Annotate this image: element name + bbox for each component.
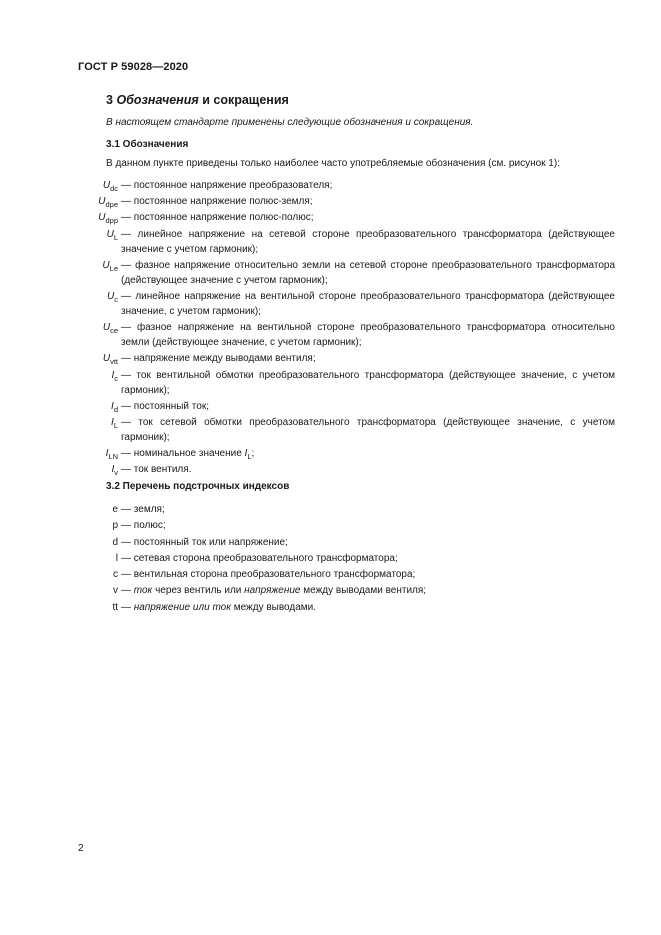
indices-list — [0, 502, 661, 616]
designation-subscript: vtt — [110, 357, 118, 367]
designation-symbol: $I_d$ — [111, 400, 118, 414]
index-symbol: e — [112, 504, 118, 515]
designation-subscript: dpp — [105, 216, 118, 226]
designation-subscript: d — [113, 404, 118, 414]
designation-subscript: c — [114, 294, 118, 304]
designation-subscript: c — [114, 373, 118, 383]
designation-subscript: ce — [110, 326, 118, 336]
index-definition: — постоянный ток или напряжение; — [121, 536, 288, 548]
designation-symbol: $I_c$ — [111, 369, 118, 383]
inline-symbol: I — [244, 448, 248, 460]
designation-item — [0, 194, 661, 209]
designation-definition: — линейное напряжение на вентильной стороне преобразовательного трансформатора (действующее значение, с учетом гармоник); — [121, 290, 615, 317]
index-item — [0, 583, 661, 598]
designation-definition: — постоянное напряжение полюс-полюс; — [121, 212, 314, 224]
designation-definition: — постоянное напряжение полюс-земля; — [121, 196, 313, 208]
italic-term: или — [192, 601, 210, 613]
designation-symbol: $I_v$ — [111, 464, 118, 478]
designations-list — [0, 178, 661, 477]
designation-item — [0, 227, 661, 257]
designation-item — [0, 258, 661, 288]
designation-subscript: Le — [109, 263, 118, 273]
designation-item — [0, 399, 661, 414]
designation-definition: — линейное напряжение на сетевой стороне преобразовательного трансформатора (действующее значение с учетом гармоник); — [121, 228, 615, 255]
section-intro: В настоящем стандарте применены следующие обозначения и сокращения. — [106, 117, 474, 128]
designation-symbol: $I_L$ — [111, 416, 118, 430]
section-number: 3 — [106, 93, 113, 107]
designation-definition: — напряжение между выводами вентиля; — [121, 353, 316, 365]
designation-definition: — ток сетевой обмотки преобразовательного трансформатора (действующее значение, с учетом гармоник); — [121, 416, 615, 443]
designation-definition: — постоянный ток; — [121, 400, 209, 412]
index-symbol: p — [112, 520, 118, 532]
designation-item — [0, 368, 661, 398]
designation-definition: — ток вентиля. — [121, 464, 192, 476]
designation-symbol: $U_L$ — [106, 228, 118, 242]
section-title-italic: Обозначения — [116, 93, 199, 107]
index-item — [0, 502, 661, 517]
designation-subscript: v — [114, 468, 118, 478]
index-symbol: d — [112, 536, 118, 548]
designation-item — [0, 462, 661, 477]
index-definition: — вентильная сторона преобразовательного трансформатора; — [121, 569, 416, 581]
designation-item — [0, 289, 661, 319]
designation-item — [0, 415, 661, 445]
index-item — [0, 535, 661, 550]
index-definition: — напряжение или ток между выводами. — [121, 601, 317, 613]
designation-item — [0, 210, 661, 225]
italic-term: напряжение — [133, 601, 191, 613]
subsection-title-designations: 3.1 Обозначения — [106, 139, 189, 150]
designation-symbol: $U_{vtt}$ — [102, 353, 118, 367]
designations-intro: В данном пункте приведены только наиболее часто употребляемые обозначения (см. рисунок 1): — [106, 158, 560, 169]
subsection-title-indices: 3.2 Перечень подстрочных индексов — [106, 481, 290, 492]
designation-symbol: $U_{ce}$ — [102, 322, 118, 336]
designation-subscript: L — [113, 420, 118, 430]
index-item — [0, 600, 661, 615]
index-symbol: tt — [112, 601, 118, 613]
index-definition: — полюс; — [121, 520, 166, 532]
index-item — [0, 567, 661, 582]
index-symbol: c — [113, 569, 118, 581]
index-definition: — сетевая сторона преобразовательного трансформатора; — [121, 552, 398, 564]
designation-definition: — ток вентильной обмотки преобразовательного трансформатора (действующее значение, с учетом гармоник); — [121, 369, 615, 396]
index-item — [0, 518, 661, 533]
designation-item — [0, 320, 661, 350]
designation-subscript: dc — [110, 184, 118, 193]
index-definition: — земля; — [121, 504, 165, 515]
section-title-rest: и сокращения — [202, 93, 289, 107]
section-heading — [106, 93, 289, 107]
index-definition: — ток через вентиль или напряжение между выводами вентиля; — [121, 585, 427, 597]
italic-term: ток — [212, 601, 231, 613]
designation-definition: — номинальное значение $I_L$; — [121, 448, 255, 462]
index-symbol: v — [113, 585, 118, 597]
designation-symbol: $U_{Le}$ — [102, 259, 118, 273]
designation-item — [0, 178, 661, 193]
designation-item — [0, 351, 661, 366]
designation-symbol: $U_{dpe}$ — [98, 196, 118, 210]
index-symbol: l — [115, 552, 118, 564]
page-number: 2 — [78, 843, 84, 854]
designation-symbol: $U_{dc}$ — [102, 180, 118, 193]
designation-item — [0, 446, 661, 461]
designation-subscript: L — [113, 232, 118, 242]
italic-term: ток — [133, 585, 153, 597]
document-code: ГОСТ Р 59028—2020 — [78, 61, 189, 73]
italic-term: напряжение — [244, 585, 301, 597]
designation-symbol: $U_c$ — [107, 290, 118, 304]
designation-symbol: $I_{LN}$ — [105, 448, 118, 462]
index-item — [0, 551, 661, 566]
designation-subscript: LN — [108, 452, 118, 462]
inline-subscript: L — [247, 452, 252, 462]
designation-definition: — постоянное напряжение преобразователя; — [121, 180, 333, 191]
designation-subscript: dpe — [105, 200, 118, 210]
designation-definition: — фазное напряжение относительно земли на сетевой стороне преобразовательного трансформатора (действующее значение с учетом гармоник); — [121, 259, 615, 286]
designation-definition: — фазное напряжение на вентильной стороне преобразовательного трансформатора относительно земли (действующее значение, с учетом гармоник); — [121, 322, 615, 349]
designation-symbol: $U_{dpp}$ — [98, 212, 118, 226]
